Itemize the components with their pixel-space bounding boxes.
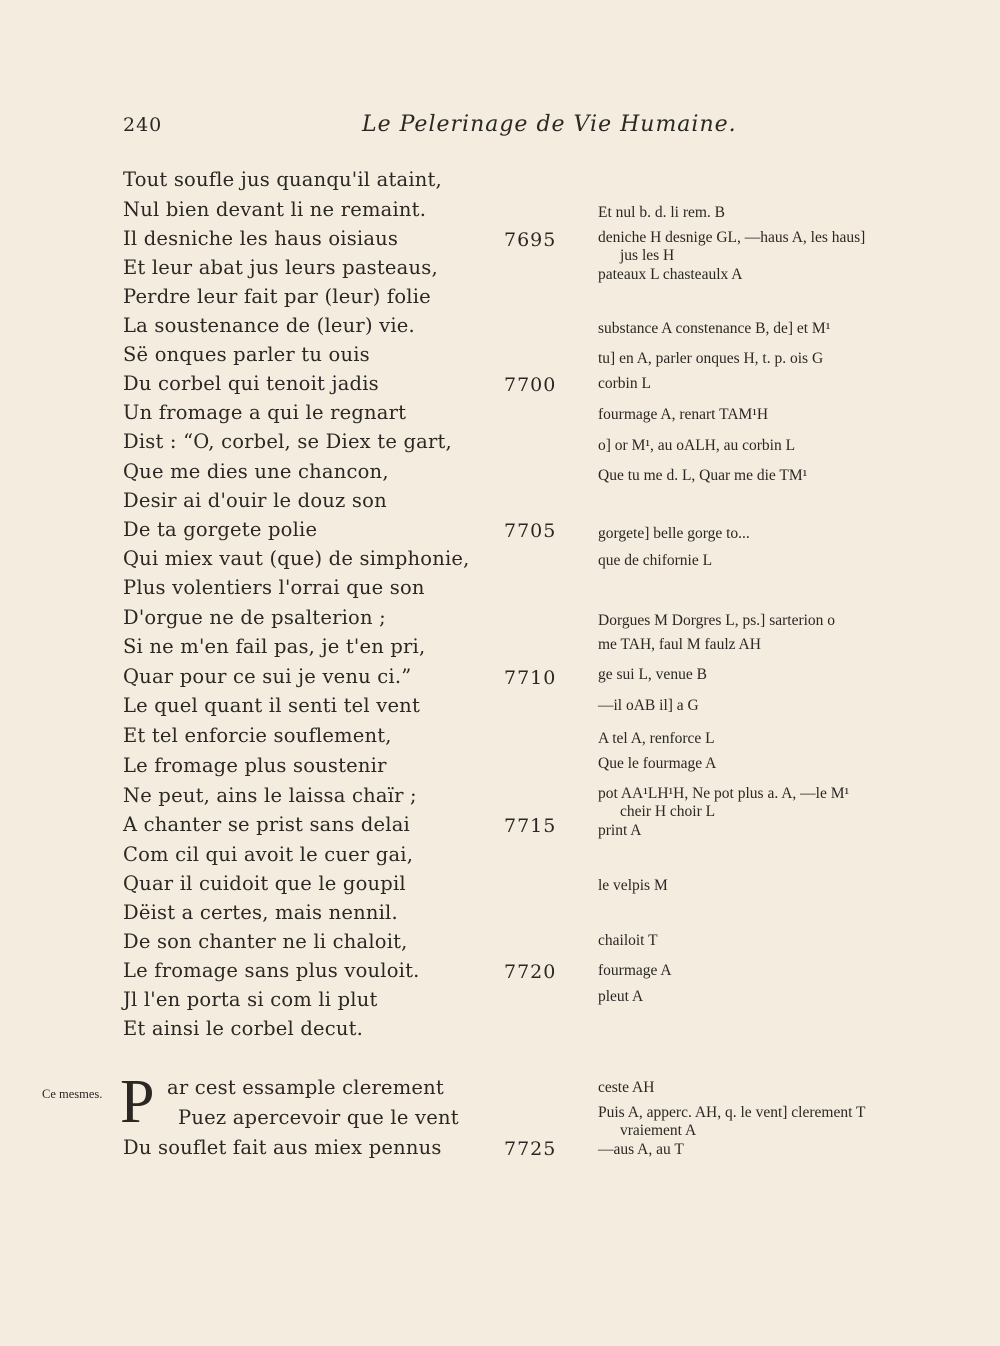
variant-note: le velpis M bbox=[598, 877, 668, 894]
variant-note: deniche H desnige GL, —haus A, les haus] bbox=[598, 229, 866, 246]
drop-cap: P bbox=[120, 1068, 155, 1136]
verse-line: Quar il cuidoit que le goupil bbox=[123, 872, 406, 895]
line-number: 7710 bbox=[504, 667, 557, 689]
running-title: Le Pelerinage de Vie Humaine. bbox=[362, 112, 737, 137]
verse-line: Et leur abat jus leurs pasteaus, bbox=[123, 256, 438, 279]
line-number: 7715 bbox=[504, 815, 557, 837]
variant-note: vraiement A bbox=[620, 1122, 697, 1139]
variant-note: pot AA¹LH¹H, Ne pot plus a. A, —le M¹ bbox=[598, 785, 850, 802]
variant-note: A tel A, renforce L bbox=[598, 730, 715, 747]
verse-line: Ne peut, ains le laissa chaïr ; bbox=[123, 784, 417, 807]
page-number: 240 bbox=[123, 114, 163, 136]
verse-line: De son chanter ne li chaloit, bbox=[123, 930, 408, 953]
verse-line: Dëist a certes, mais nennil. bbox=[123, 901, 398, 924]
variant-note: ge sui L, venue B bbox=[598, 666, 707, 683]
variant-note: Que tu me d. L, Quar me die TM¹ bbox=[598, 467, 808, 484]
verse-line: Et tel enforcie souflement, bbox=[123, 724, 392, 747]
variant-note: Et nul b. d. li rem. B bbox=[598, 204, 726, 221]
variant-note: me TAH, faul M faulz AH bbox=[598, 636, 761, 653]
verse-line: Dist : “O, corbel, se Diex te gart, bbox=[123, 430, 452, 453]
variant-note: pleut A bbox=[598, 988, 644, 1005]
variant-note: tu] en A, parler onques H, t. p. ois G bbox=[598, 350, 824, 367]
verse-line: ar cest essample clerement bbox=[167, 1076, 444, 1099]
variant-note: fourmage A bbox=[598, 962, 672, 979]
side-note: Ce mesmes. bbox=[42, 1087, 103, 1101]
variant-note: gorgete] belle gorge to... bbox=[598, 525, 750, 542]
variant-note: cheir H choir L bbox=[620, 803, 716, 820]
variant-note: fourmage A, renart TAM¹H bbox=[598, 406, 769, 423]
verse-line: D'orgue ne de psalterion ; bbox=[123, 606, 386, 629]
verse-line: Puez apercevoir que le vent bbox=[178, 1106, 459, 1129]
verse-line: Le fromage sans plus vouloit. bbox=[123, 959, 420, 982]
variant-note: corbin L bbox=[598, 375, 651, 392]
variant-note: —aus A, au T bbox=[598, 1141, 684, 1158]
line-number: 7725 bbox=[504, 1138, 557, 1160]
verse-line: Du souflet fait aus miex pennus bbox=[123, 1136, 442, 1159]
verse-line: Nul bien devant li ne remaint. bbox=[123, 198, 427, 221]
line-number: 7695 bbox=[504, 229, 557, 251]
verse-line: Il desniche les haus oisiaus bbox=[123, 227, 399, 250]
variant-note: Dorgues M Dorgres L, ps.] sarterion o bbox=[598, 612, 836, 629]
verse-line: Un fromage a qui le regnart bbox=[123, 401, 407, 424]
line-number: 7705 bbox=[504, 520, 557, 542]
verse-line: Le fromage plus soustenir bbox=[123, 754, 387, 777]
verse-line: Que me dies une chancon, bbox=[123, 460, 389, 483]
variant-note: Puis A, apperc. AH, q. le vent] clerement T bbox=[598, 1104, 866, 1121]
verse-line: Du corbel qui tenoit jadis bbox=[123, 372, 379, 395]
verse-line: Perdre leur fait par (leur) folie bbox=[123, 285, 431, 308]
verse-line: Et ainsi le corbel decut. bbox=[123, 1017, 364, 1040]
variant-note: —il oAB il] a G bbox=[598, 697, 699, 714]
line-number: 7720 bbox=[504, 961, 557, 983]
verse-line: La soustenance de (leur) vie. bbox=[123, 314, 415, 337]
verse-line: Le quel quant il senti tel vent bbox=[123, 694, 420, 717]
verse-line: Si ne m'en fail pas, je t'en pri, bbox=[123, 635, 426, 658]
variant-note: print A bbox=[598, 822, 642, 839]
variant-note: Que le fourmage A bbox=[598, 755, 717, 772]
verse-line: Qui miex vaut (que) de simphonie, bbox=[123, 547, 470, 570]
verse-line: Së onques parler tu ouis bbox=[123, 343, 370, 366]
variant-note: jus les H bbox=[620, 247, 675, 264]
verse-line: Desir ai d'ouir le douz son bbox=[123, 489, 387, 512]
verse-line: Quar pour ce sui je venu ci.” bbox=[123, 665, 412, 688]
verse-line: Tout soufle jus quanqu'il ataint, bbox=[123, 168, 442, 191]
verse-line: De ta gorgete polie bbox=[123, 518, 318, 541]
variant-note: substance A constenance B, de] et M¹ bbox=[598, 320, 831, 337]
variant-note: o] or M¹, au oALH, au corbin L bbox=[598, 437, 796, 454]
variant-note: chailoit T bbox=[598, 932, 658, 949]
page-header bbox=[0, 114, 1000, 144]
verse-line: Plus volentiers l'orrai que son bbox=[123, 576, 425, 599]
verse-line: Jl l'en porta si com li plut bbox=[123, 988, 378, 1011]
verse-line: Com cil qui avoit le cuer gai, bbox=[123, 843, 414, 866]
variant-note: ceste AH bbox=[598, 1079, 655, 1096]
variant-note: pateaux L chasteaulx A bbox=[598, 266, 743, 283]
variant-note: que de chifornie L bbox=[598, 552, 713, 569]
verse-line: A chanter se prist sans delai bbox=[123, 813, 410, 836]
line-number: 7700 bbox=[504, 374, 557, 396]
